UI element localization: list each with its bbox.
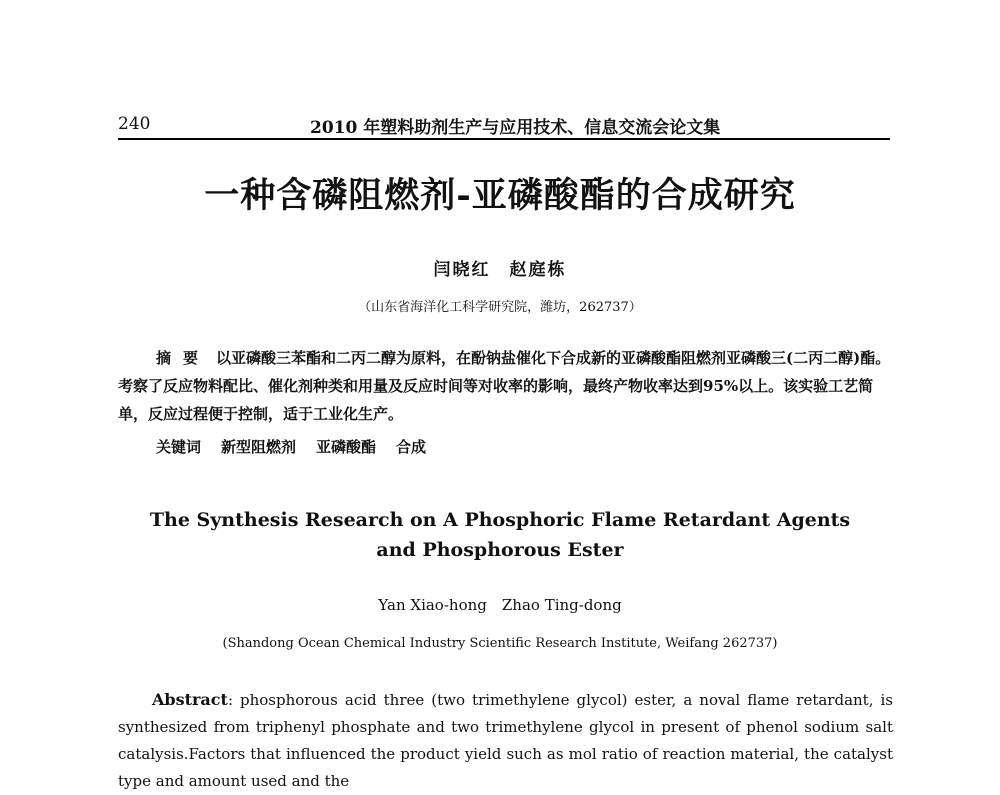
- authors-en: Yan Xiao-hong Zhao Ting-dong: [378, 596, 622, 614]
- keyword: 合成: [396, 438, 427, 456]
- page-number: 240: [118, 114, 151, 134]
- affiliation-en: (Shandong Ocean Chemical Industry Scientific Research Institute, Weifang 262737): [222, 636, 778, 651]
- header-rule: [118, 138, 890, 140]
- keyword: 亚磷酸酯: [316, 438, 377, 456]
- abstract-label-en: Abstract: [152, 690, 228, 709]
- abstract-zh: [118, 344, 893, 428]
- authors-zh: 闫晓红 赵庭栋: [433, 260, 567, 280]
- running-header: 2010 年塑料助剂生产与应用技术、信息交流会论文集: [310, 118, 721, 138]
- abstract-text-zh: 以亚磷酸三苯酯和二丙二醇为原料，在酚钠盐催化下合成新的亚磷酸酯阻燃剂亚磷酸三(二丙二醇)酯。考察了反应物料配比、催化剂种类和用量及反应时间等对收率的影响，最终产物收率达到95%以上。该实验工艺简单，反应过程便于控制，适于工业化生产。: [118, 349, 891, 423]
- affiliation-zh: （山东省海洋化工科学研究院，潍坊，262737）: [358, 300, 642, 315]
- abstract-text-en: : phosphorous acid three (two trimethylene glycol) ester, a noval flame retardant, is synthesized from triphenyl phosphate and two trimethylene glycol in present of phenol sodium salt catalysis.Factors that influenced the product yield such as mol ratio of reaction material, the catalyst type and amount used and the: [118, 691, 893, 790]
- paper-title-zh: 一种含磷阻燃剂-亚磷酸酯的合成研究: [204, 175, 796, 216]
- paper-title-en-line1: The Synthesis Research on A Phosphoric Flame Retardant Agents: [149, 509, 851, 531]
- paper-title-en: [0, 505, 1000, 565]
- paper-title-en-line2: and Phosphorous Ester: [376, 539, 624, 561]
- keyword: 新型阻燃剂: [221, 438, 297, 456]
- keywords-zh: [156, 436, 426, 457]
- abstract-en: [118, 686, 893, 795]
- keywords-label-zh: 关键词: [156, 438, 202, 456]
- abstract-label-zh: 摘要: [156, 349, 211, 367]
